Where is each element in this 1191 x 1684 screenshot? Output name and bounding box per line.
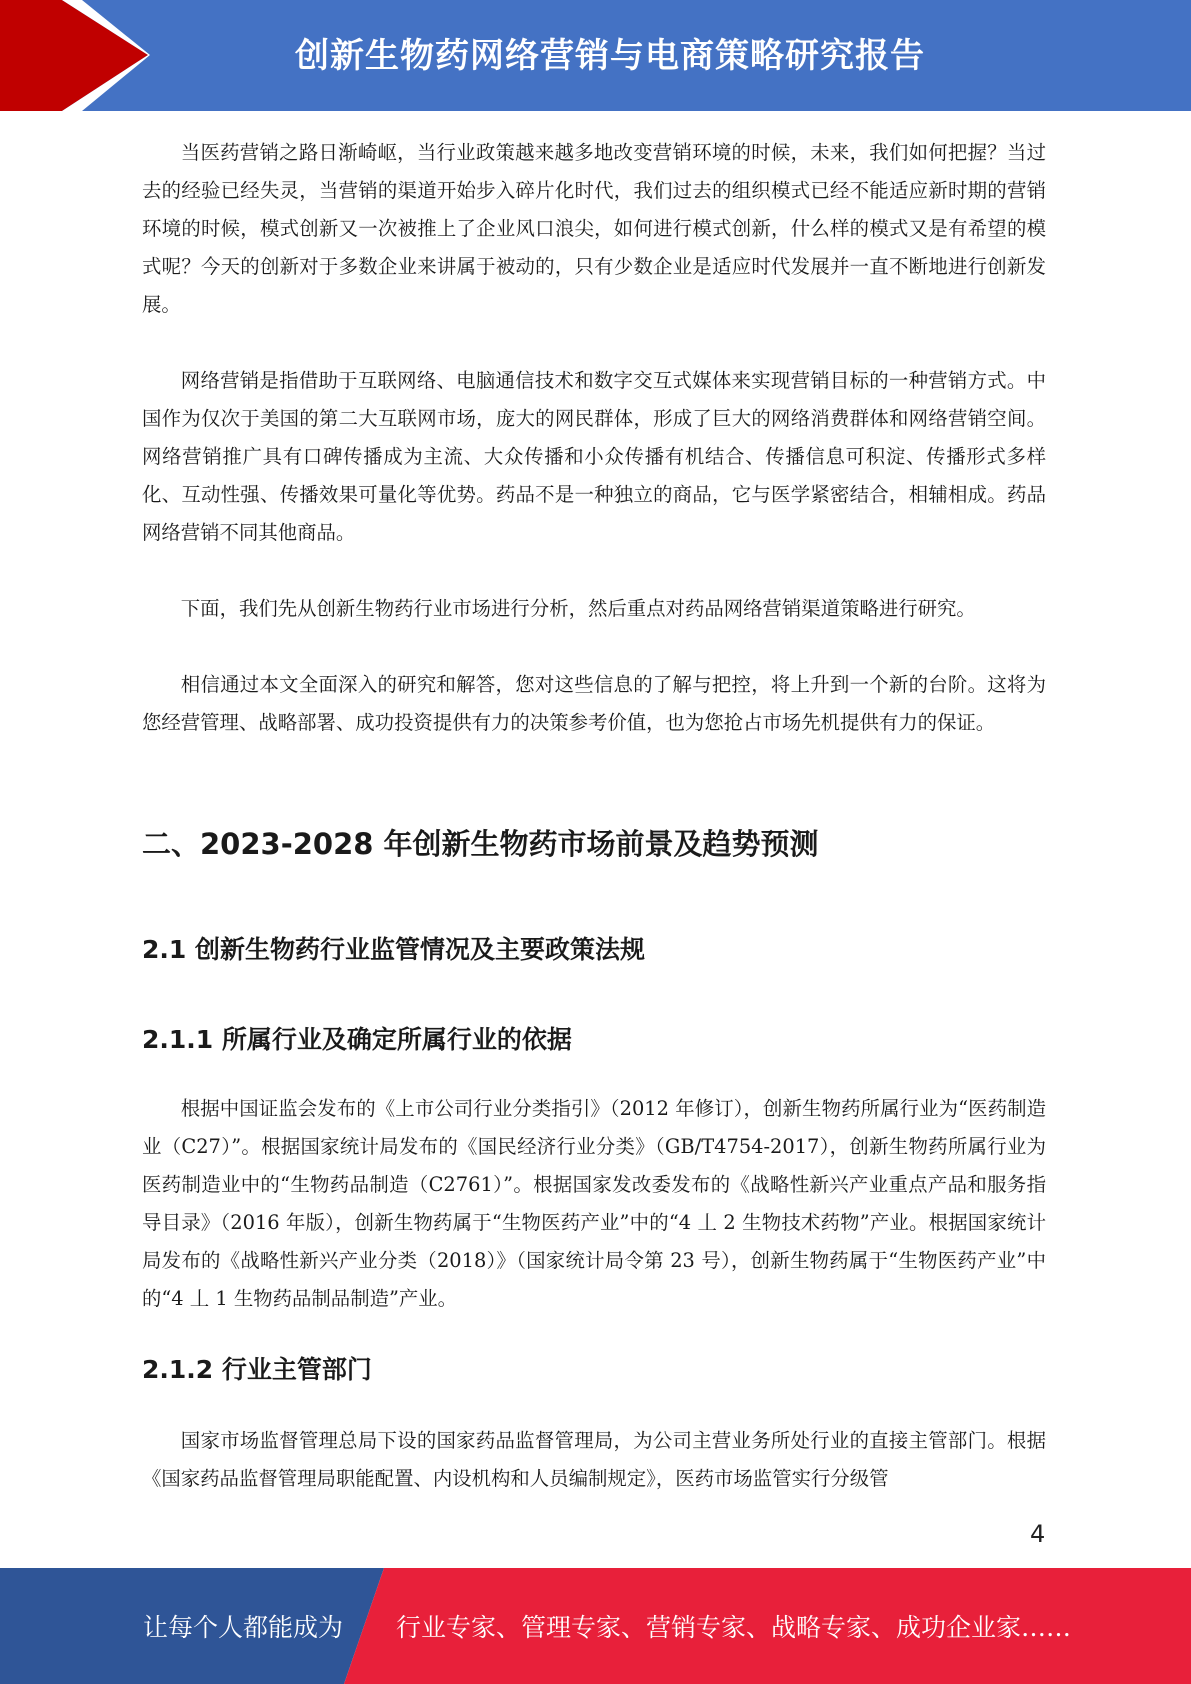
intro-paragraph-2: 网络营销是指借助于互联网络、电脑通信技术和数字交互式媒体来实现营销目标的一种营销方式。中国作为仅次于美国的第二大互联网市场，庞大的网民群体，形成了巨大的网络消费群体和网络营销空间。网络营销推广具有口碑传播成为主流、大众传播和小众传播有机结合、传播信息可积淀、传播形式多样化、互动性强、传播效果可量化等优势。药品不是一种独立的商品，它与医学紧密结合，相辅相成。药品网络营销不同其他商品。 (142, 369, 1046, 544)
intro-paragraph-3: 下面，我们先从创新生物药行业市场进行分析，然后重点对药品网络营销渠道策略进行研究。 (180, 597, 976, 620)
footer-slogan-left: 让每个人都能成为 (143, 1613, 344, 1642)
intro-paragraph-1: 当医药营销之路日渐崎岖，当行业政策越来越多地改变营销环境的时候，未来，我们如何把握？当过去的经验已经失灵，当营销的渠道开始步入碎片化时代，我们过去的组织模式已经不能适应新时期的营销环境的时候，模式创新又一次被推上了企业风口浪尖，如何进行模式创新，什么样的模式又是有希望的模式呢？今天的创新对于多数企业来讲属于被动的，只有少数企业是适应时代发展并一直不断地进行创新发展。 (142, 141, 1046, 316)
page-footer (0, 1568, 1191, 1684)
subsection-heading-2-1-2: 2.1.2 行业主管部门 (142, 1355, 372, 1384)
page-number: 4 (1030, 1520, 1046, 1548)
subsection-2-1-1-paragraph: 根据中国证监会发布的《上市公司行业分类指引》（2012 年修订），创新生物药所属行业为“医药制造业（C27）”。根据国家统计局发布的《国民经济行业分类》（GB/T4754-2017），创新生物药所属行业为医药制造业中的“生物药品制造（C2761）”。根据国家发改委发布的《战略性新兴产业重点产品和服务指导目录》（2016 年版），创新生物药属于“生物医药产业”中的“4 丄 2 生物技术药物”产业。根据国家统计局发布的《战略性新兴产业分类（2018）》（国家统计局令第 23 号），创新生物药属于“生物医药产业”中的“4 丄 1 生物药品制品制造”产业。 (142, 1097, 1046, 1310)
page-header (0, 0, 1191, 111)
footer-slogan-right: 行业专家、管理专家、营销专家、战略专家、成功企业家…… (396, 1613, 1072, 1642)
chapter-heading: 二、2023-2028 年创新生物药市场前景及趋势预测 (142, 827, 819, 861)
report-title: 创新生物药网络营销与电商策略研究报告 (295, 36, 925, 76)
intro-paragraph-4: 相信通过本文全面深入的研究和解答，您对这些信息的了解与把控，将上升到一个新的台阶。这将为您经营管理、战略部署、成功投资提供有力的决策参考价值，也为您抢占市场先机提供有力的保证。 (142, 673, 1046, 734)
subsection-2-1-2-paragraph: 国家市场监督管理总局下设的国家药品监督管理局，为公司主营业务所处行业的直接主管部门。根据《国家药品监督管理局职能配置、内设机构和人员编制规定》，医药市场监管实行分级管 (142, 1429, 1046, 1490)
subsection-2-1-1-body (142, 1090, 1046, 1318)
subsection-heading-2-1-1: 2.1.1 所属行业及确定所属行业的依据 (142, 1025, 572, 1054)
intro-section (142, 134, 1046, 742)
section-heading-2-1: 2.1 创新生物药行业监管情况及主要政策法规 (142, 935, 645, 964)
subsection-2-1-2-body (142, 1422, 1046, 1498)
